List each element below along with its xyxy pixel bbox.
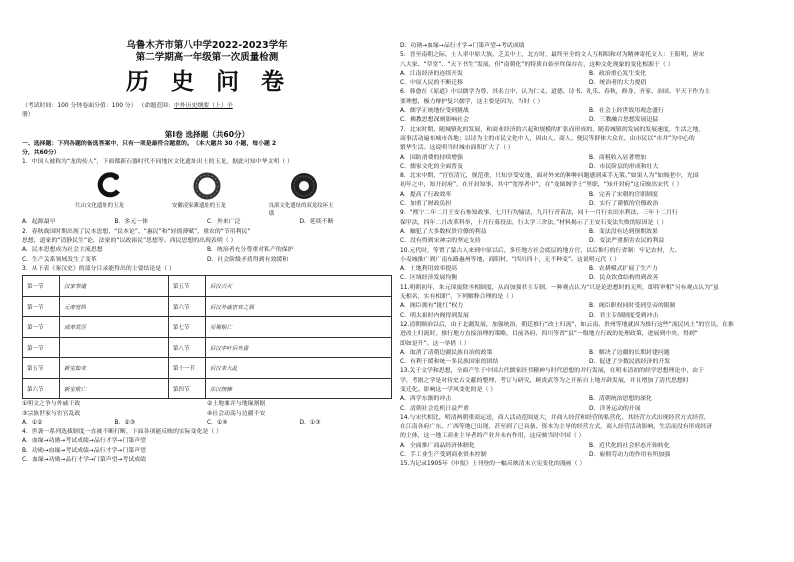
option: B．变法没有达到预期效果 <box>589 228 658 235</box>
table-cell: 第六节 <box>23 378 60 399</box>
q5-options-2 <box>400 79 778 88</box>
table-cell: 第一节 <box>23 337 60 358</box>
jade-dragon-c-icon <box>75 171 145 201</box>
table-cell: 第一节 <box>23 276 60 297</box>
instructions-line-1: 一、选择题：下列各题的备选答案中，只有一项是最符合题意的。（本大题共 30 小题，每小题 2 <box>22 140 277 147</box>
option: D．社会阶级矛盾得到有效缓和 <box>207 256 289 263</box>
table-cell: 第六节 <box>168 296 205 317</box>
subject-title: 历史问卷 <box>126 68 306 95</box>
table-cell: 新室败亡 <box>60 378 169 399</box>
q8-options-2 <box>400 200 778 209</box>
question-9-cont: 保甲法，四年二月改革科举，十月行募役法，行太学三舍法，”材料揭示了王安石变法失败的原因是（ ） <box>400 219 668 226</box>
table-cell: 成帝荒淫 <box>60 317 169 338</box>
option: D．实行了谨慎的官僚政治 <box>589 201 659 208</box>
section-title: 第Ⅰ卷 选择题（共60分） <box>164 129 250 139</box>
relic-caption: 安徽凌家滩遗址的玉龙 <box>171 203 226 210</box>
question-5-cont: 八大家、“草堂”、“天下书生”发展，但“南朝化”的特质自始至终保存在，这种文化现象的变化根源于（ ） <box>400 61 674 68</box>
q9-options <box>400 228 778 237</box>
table-row <box>23 378 392 399</box>
option: A．土地利用效率提高 <box>400 266 458 273</box>
option: B．完善了宋朝的官职制度 <box>589 191 658 198</box>
option: D．变法严重损害农民的利益 <box>589 238 665 245</box>
question-7: 7．北宋时期，随城镇化的发展，和商业经济的兴起和规模的扩张而形成的，随着城镇的发展的发展速度，生活之地， <box>400 126 705 133</box>
left-column <box>22 40 392 465</box>
option: C．佛教思想深刻影响社会 <box>400 117 469 124</box>
option: D．功勋→血缘→品行才学→门第声望→考试成绩 <box>400 43 525 49</box>
q9-options-2 <box>400 237 778 246</box>
table-cell <box>60 337 169 358</box>
instructions-line-2: 分，共60分） <box>22 149 60 156</box>
table-cell: 新室始末 <box>60 358 169 379</box>
question-9: 9．“熙宁二年二月王安石参知政事，七月行均输法，九月行青苗法，同十一月行农田水利法，三年十二月行 <box>400 210 678 217</box>
catalog-table <box>22 275 392 399</box>
mark: ③宗族世家与宦官乱政 <box>22 410 81 417</box>
option: A．江南经济的连续开发 <box>400 70 463 77</box>
option: D．促进了少数民族经济的开发 <box>589 359 671 366</box>
option: C．手工业生产受到商业资本控制 <box>400 452 487 459</box>
option: D．洋务运动的开展 <box>589 405 641 412</box>
q10-options-2 <box>400 274 778 283</box>
table-cell: 后汉中叶后外患 <box>205 337 391 358</box>
table-cell: 汉家奉道 <box>60 276 169 297</box>
exam-meta-end: 册） <box>22 112 34 119</box>
q14-options-2 <box>400 451 778 460</box>
jade-disc-icon <box>269 171 339 201</box>
right-column <box>400 42 778 470</box>
table-cell: 后汉兴灭 <box>205 276 391 297</box>
table-cell: 第一节 <box>23 296 60 317</box>
option: A．起源最早 <box>22 219 56 226</box>
question-2-cont: 思想，道家的“清静民生”论，法家的“以政裕民”思想等。西民思想的出现表明（ ） <box>22 238 237 245</box>
q3-marks-2 <box>22 410 392 419</box>
option: C．①④ <box>207 419 228 426</box>
option: B．商税收入显著增加 <box>589 154 647 161</box>
question-12-cont: 进改土归流时，推行地方直接治理的策略，目前各府、四川等省“县”一级地方行政的处理政策，进展到中央，得到“ <box>400 331 698 338</box>
option: B．社会上经世致用观念盛行 <box>589 108 664 115</box>
q10-options <box>400 265 778 274</box>
q12-options <box>400 349 778 358</box>
question-5: 5．晋至南朝之际，士人率中原大族，乏关中土，北方时，最终至全的文人互相唱和对为精神寄托文人：王阳明，唐宋 <box>400 52 705 59</box>
option: D．①③ <box>299 419 321 426</box>
q13-options <box>400 395 778 404</box>
option: C．清朝社会危机日益严重 <box>400 405 469 412</box>
option: A．全面推广商品经济体制化 <box>400 442 475 449</box>
option: C．血缘→功勋→品行才学→门第声望→考试成绩 <box>22 457 146 464</box>
q2-options <box>22 246 392 255</box>
option: A．儒学正统地位受到挑战 <box>400 108 469 115</box>
option: A．①② <box>22 419 43 426</box>
option: D．三教融合思想发展迅猛 <box>589 117 659 124</box>
table-cell: 第一节 <box>23 317 60 338</box>
option: C．明太祖时内阁得到发展 <box>400 312 469 319</box>
question-7-cont: 商事活动遍布城市各地；以诗为主的市民文化中人，因由人、商人、便民等群体大众在，由市民以“市井”为中心的 <box>400 135 695 142</box>
option: B．功勋→血缘→考试成绩→品行才学→门第声望 <box>22 447 146 454</box>
option: B．政治重心发生变化 <box>589 70 647 77</box>
option: A．血缘→功勋→考试成绩→品行才学→门第声望 <box>22 438 146 445</box>
q1-options <box>22 218 392 227</box>
question-15: 15.为记录1905年《申报》上刊登的一幅反映清末立宪变化的漫画（ ） <box>400 461 586 468</box>
q3-options <box>22 419 392 428</box>
mark: ④社会动荡与边疆不安 <box>207 410 266 417</box>
school-title: 乌鲁木齐市第八中学2022-2023学年 <box>126 40 288 51</box>
option: D．民众饮食结构得到改善 <box>589 275 659 282</box>
option: C．区域经济发展均衡 <box>400 275 458 282</box>
question-10-cont: 小麦城推广到广南东路惠州等地，商阳村，“四川四十，无不种麦”。这说明元代（ ） <box>400 256 621 263</box>
option: A．触犯了大多数权贵官僚的利益 <box>400 228 487 235</box>
option: D．统治者的大力提倡 <box>589 80 647 87</box>
question-13: 13.关于文学和思想，全面产生于中国古代儒家经书精神与时代思想的并行发展，在明末清初的经学思想理论中，由于 <box>400 368 704 375</box>
q5-options <box>400 70 778 79</box>
question-2: 2．春秋战国时期出现了民本思想，“民本论”、“惠民”和“轻徭薄赋”，重农的“节用利民” <box>22 228 251 235</box>
q7-options <box>400 154 778 163</box>
question-7-cont: 繁华生活。这说明当时城市面积扩大了（ ） <box>400 145 514 152</box>
relic-images <box>22 171 392 201</box>
question-4: 4．世袭一系列选拔制度一直被不断打断，下面各项能反映的实际变化是（ ） <box>22 429 223 436</box>
option: B．统治者充分尊重对私产的保护 <box>207 247 294 254</box>
option: B．农耕模式扩展了生产力 <box>589 266 658 273</box>
exam-meta <box>22 102 392 111</box>
table-row <box>23 276 392 297</box>
question-11: 11.明朝初年，朱元璋废除丞相制度，从而加强君主专制，一种观点认为“只是论思想时的无所，即将审相”另有观点认为“虽 <box>400 284 719 291</box>
question-14: 14.与宋代相比，明清两朝重商运送，商人活动范围更大，并商人经营和经营的私营化，其经营方式出现经营方式经营， <box>400 414 710 421</box>
option: C．儒家文化的全面普及 <box>400 163 464 170</box>
option: B．②③ <box>114 419 135 426</box>
option: D．延续不断 <box>299 219 334 226</box>
option: A．西学东渐的冲击 <box>400 396 452 403</box>
option: C．生产关系领域发生了变革 <box>22 256 97 263</box>
meta-scope: 中外历史纲要（上）全 <box>173 103 233 109</box>
table-row <box>23 358 392 379</box>
question-3: 3．从下表《秦汉史》的部分目录能得出的主要结论是（ ） <box>22 265 175 272</box>
question-6-cont: 要理想，极力辩护复兴儒学，这主要是因为，当时（ ） <box>400 98 544 105</box>
question-10: 10.元代时，等置了蒙古人来到中原以后，多任地方社会底层的地方官，以后推行的行省制：牢记农村，大、 <box>400 247 681 254</box>
option: A．国防消费的持续增强 <box>400 154 463 161</box>
table-row <box>23 337 392 358</box>
option: C．加重了财政负担 <box>400 201 452 208</box>
q8-options <box>400 191 778 200</box>
q13-options-2 <box>400 405 778 414</box>
option: A．阁臣拥有“批红”权力 <box>400 303 464 310</box>
q3-marks <box>22 400 392 409</box>
option: C．有利于缓和统一多民族国家的团结 <box>400 359 499 366</box>
question-8: 8．北宋中期，“宫宦清冗，规范重，只知享受安逸，面对外来的种种问题感到束手无策。”如果人为“如阁老中，光国 <box>400 173 699 180</box>
table-cell: 后汉外戚宦官之祸 <box>205 296 391 317</box>
table-cell: 第十一节 <box>168 358 205 379</box>
table-cell: 吴蜀相亡 <box>205 317 391 338</box>
q14-options <box>400 442 778 451</box>
table-cell: 东汉统辖 <box>205 378 391 399</box>
option: B．多元一体 <box>114 219 148 226</box>
table-row <box>23 296 392 317</box>
table-cell: 第七节 <box>168 317 205 338</box>
q6-options-2 <box>400 116 778 125</box>
q12-options-2 <box>400 358 778 367</box>
table-cell: 第八节 <box>168 337 205 358</box>
q6-options <box>400 107 778 116</box>
question-13-cont: 学，考据之学是对待史古文献的整理、考订与研究，顾炎武等为之开拓自上地开辟发展，并且增加了清代思想时 <box>400 377 689 384</box>
relic-caption: 红山文化遗址的玉龙 <box>75 203 124 210</box>
table-cell: 后汉末大乱 <box>205 358 391 379</box>
option: C．中原人民的不断迁移 <box>400 80 464 87</box>
jade-ring-icon <box>172 171 242 201</box>
table-cell: 第五节 <box>23 358 60 379</box>
option: C．没有得到宋神宗的坚定支持 <box>400 238 481 245</box>
question-1: 1．中国人被称为“龙的传人”，下面都新石器时代不同地区文化遗址出土的玉龙，据此可知中华文明（ ） <box>22 159 293 166</box>
option: B．近代化的社会形态开始转化 <box>589 442 670 449</box>
q11-options <box>400 302 778 311</box>
question-12-cont: 即如是升”。这一举措（ ） <box>400 340 470 347</box>
q11-options-2 <box>400 312 778 321</box>
option: A．取消了清朝边疆民族自治的政策 <box>400 349 493 356</box>
option: B．阁臣职权同时受到皇帝的限制 <box>589 303 676 310</box>
option: D．市民阶层的形成和壮大 <box>589 163 659 170</box>
option: D．雇佣劳动力的作用有所加强 <box>589 452 671 459</box>
table-cell: 第五节 <box>168 276 205 297</box>
question-14-cont: 在江南各府广东、广西等地已出现，甚至到了已具备、资本为主导的经营方式，商人经营活动影响、生活而没有形成经济 <box>400 424 713 431</box>
option: B．清朝统治思想的深化 <box>589 396 652 403</box>
question-8-cont: 初年之中，知开封府”，在开封知事，其中“宽厚者中”，在“龙图阁学士”里职，“知开封府”这反映出宋代（ ） <box>400 182 683 189</box>
mark: ①明文之争与外戚干政 <box>22 401 81 408</box>
option: D．君主专制制度受到冲击 <box>589 312 659 319</box>
relic-caption: 良渚文化遗址的双龙纹环玉璜 <box>268 203 334 218</box>
question-12: 12.清朝顺治以后，由于北疆发展，加强统治，朝廷推行“改土归流”，如云南、贵州等地就因为推行这些“流民风土”的官员，在推 <box>400 321 734 328</box>
q7-options-2 <box>400 163 778 172</box>
option: C．外来广泛 <box>207 219 241 226</box>
table-cell: 第四节 <box>168 378 205 399</box>
table-cell: 元帝宽纵 <box>60 296 169 317</box>
question-11-cont: 无相名，实有相职”。下列解释合理的是（ ） <box>400 294 517 301</box>
q2-options-2 <box>22 256 392 265</box>
option: A．民本思想成为社会主流思想 <box>22 247 103 254</box>
question-13-cont: 变迁化。影响这一学风变化的是（ ） <box>400 386 497 393</box>
mark: ②土地兼并与地缘割据 <box>207 401 266 408</box>
option: B．解决了边疆的长期封建问题 <box>589 349 670 356</box>
question-14-cont: 的主体，这一地工商业主导者的产业并未有作用，这反映当时中国（ ） <box>400 433 585 440</box>
question-6: 6．韩愈在《原道》中以儒学为尊，其名言中，认为仁义、道德、诗书、礼乐、春秋，修身、齐家、治国、平天下作为主 <box>400 89 711 96</box>
meta-text: （考试时间：100 分钟卷面分值：100 分） （命题范围： <box>22 103 174 109</box>
exam-title: 第二学期高一年级第一次质量检测 <box>135 52 279 63</box>
relic-captions <box>22 202 392 218</box>
option: A．提高了行政效率 <box>400 191 452 198</box>
table-row <box>23 317 392 338</box>
